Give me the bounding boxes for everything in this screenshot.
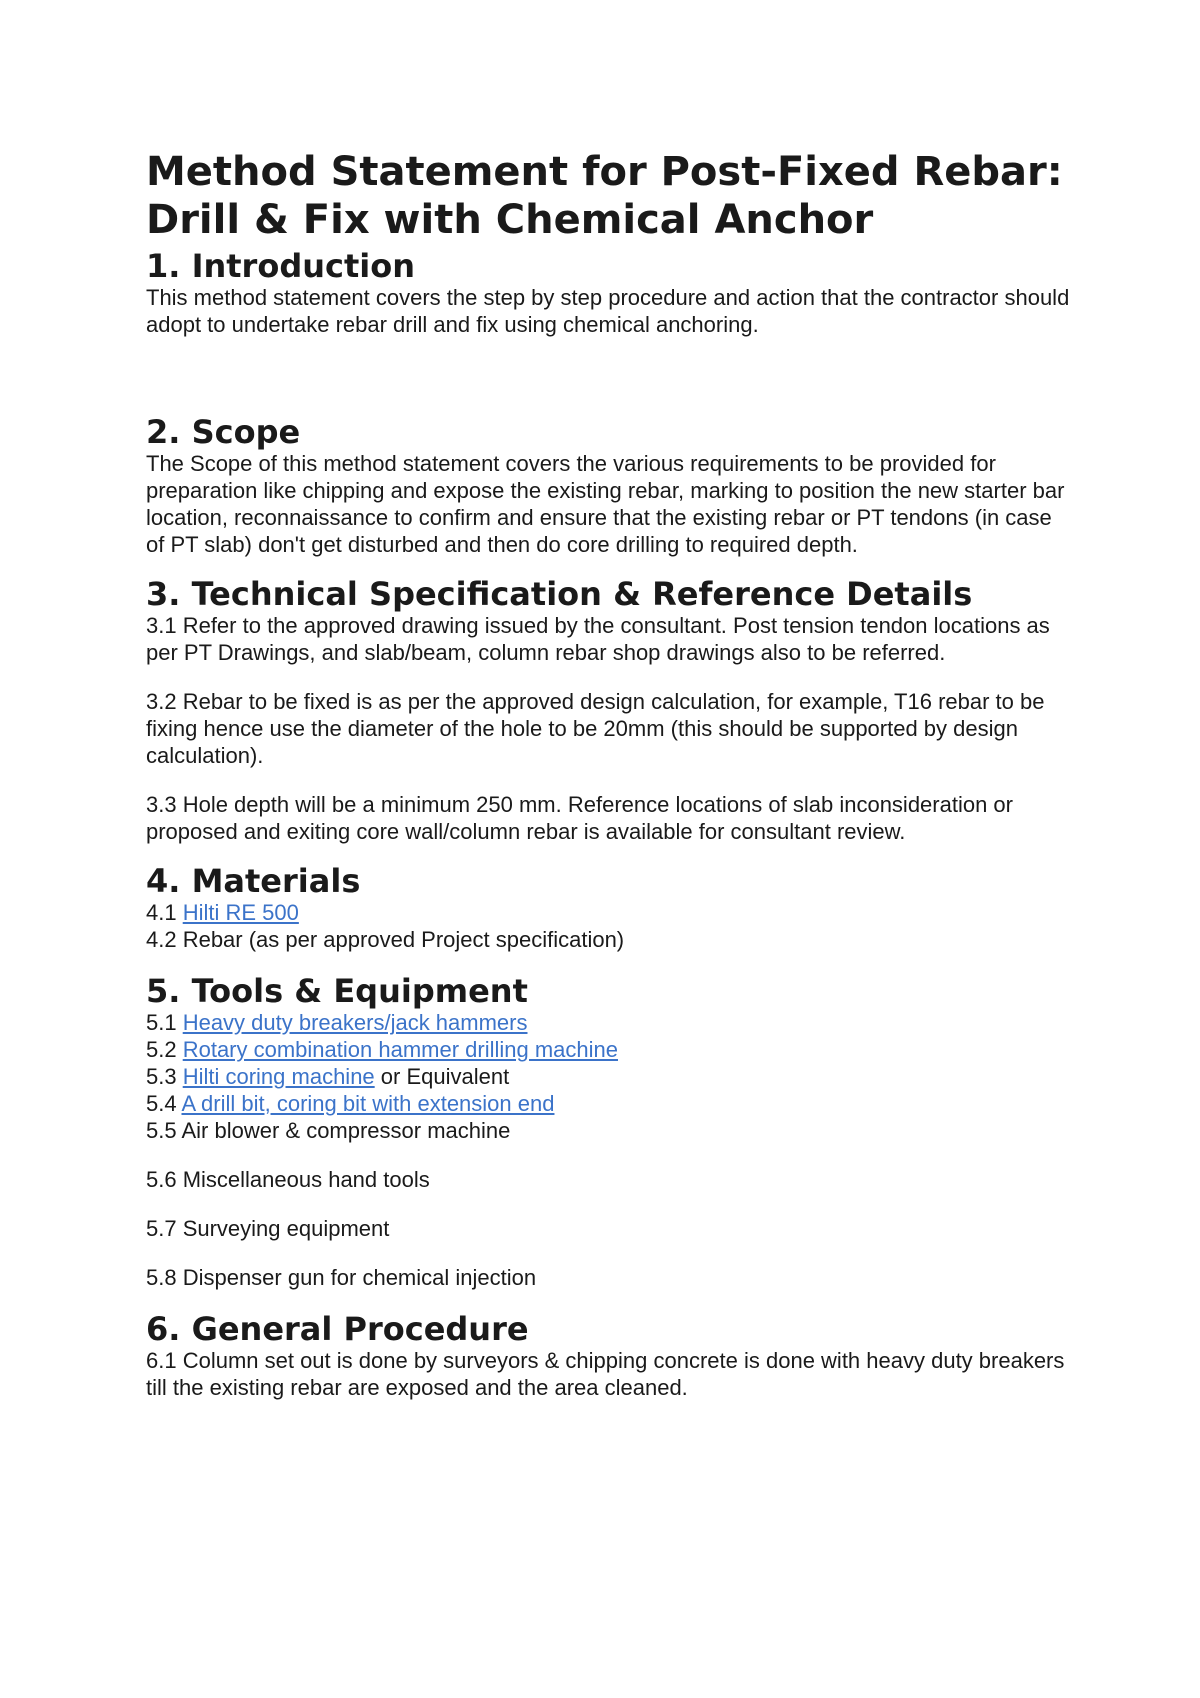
tech-paragraph-3-3: 3.3 Hole depth will be a minimum 250 mm. Reference locations of slab inconsideration or proposed and exiting core wall/column rebar is available for consultant review.	[146, 792, 1013, 844]
introduction-text: This method statement covers the step by step procedure and action that the contractor should adopt to undertake rebar drill and fix using chemical anchoring.	[146, 285, 1070, 337]
tools-item-5-3-number: 5.3	[146, 1064, 183, 1089]
link-hilti-re-500[interactable]: Hilti RE 500	[182, 900, 299, 925]
materials-item-4-1	[146, 899, 1076, 926]
heading-general-procedure: 6. General Procedure	[146, 1310, 529, 1348]
tech-paragraph-3-2: 3.2 Rebar to be fixed is as per the approved design calculation, for example, T16 rebar to be fixing hence use the diameter of the hole to be 20mm (this should be supported by design calculation).	[146, 689, 1045, 768]
link-heavy-duty-breakers[interactable]: Heavy duty breakers/jack hammers	[182, 1010, 528, 1035]
link-rotary-hammer-drilling-machine[interactable]: Rotary combination hammer drilling machine	[182, 1037, 618, 1062]
materials-item-4-1-number: 4.1	[146, 900, 183, 925]
tools-item-5-1	[146, 1009, 1076, 1036]
materials-item-4-2: 4.2 Rebar (as per approved Project specification)	[146, 927, 625, 952]
tech-paragraph-3-1: 3.1 Refer to the approved drawing issued by the consultant. Post tension tendon locations as per PT Drawings, and slab/beam, column rebar shop drawings also to be referred.	[146, 613, 1050, 665]
link-drill-bit-coring-bit[interactable]: A drill bit, coring bit with extension end	[181, 1091, 555, 1116]
document	[146, 148, 1076, 1401]
tools-item-5-1-number: 5.1	[146, 1010, 183, 1035]
heading-technical-specification: 3. Technical Specification & Reference Details	[146, 575, 973, 613]
tools-item-5-2	[146, 1036, 1076, 1063]
document-title: Method Statement for Post-Fixed Rebar: Drill & Fix with Chemical Anchor	[146, 149, 1063, 243]
link-hilti-coring-machine[interactable]: Hilti coring machine	[182, 1064, 375, 1089]
heading-introduction: 1. Introduction	[146, 247, 415, 285]
scope-text: The Scope of this method statement covers the various requirements to be provided for preparation like chipping and expose the existing rebar, marking to position the new starter bar location, reconnaissance to confirm and ensure that the existing rebar or PT tendons (in case of PT slab) don't get disturbed and then do core drilling to required depth.	[146, 451, 1065, 557]
tools-item-5-8: 5.8 Dispenser gun for chemical injection	[146, 1265, 537, 1290]
tools-item-5-4	[146, 1090, 1076, 1117]
heading-tools-equipment: 5. Tools & Equipment	[146, 972, 528, 1010]
tools-item-5-5: 5.5 Air blower & compressor machine	[146, 1118, 511, 1143]
tools-item-5-4-number: 5.4	[146, 1091, 182, 1116]
tools-item-5-7: 5.7 Surveying equipment	[146, 1216, 390, 1241]
tools-item-5-2-number: 5.2	[146, 1037, 183, 1062]
heading-scope: 2. Scope	[146, 413, 301, 451]
tools-item-5-6: 5.6 Miscellaneous hand tools	[146, 1167, 430, 1192]
tools-item-5-3	[146, 1063, 1076, 1090]
heading-materials: 4. Materials	[146, 862, 361, 900]
procedure-paragraph-6-1: 6.1 Column set out is done by surveyors & chipping concrete is done with heavy duty breakers till the existing rebar are exposed and the area cleaned.	[146, 1348, 1065, 1400]
tools-item-5-3-rest: or Equivalent	[374, 1064, 510, 1089]
